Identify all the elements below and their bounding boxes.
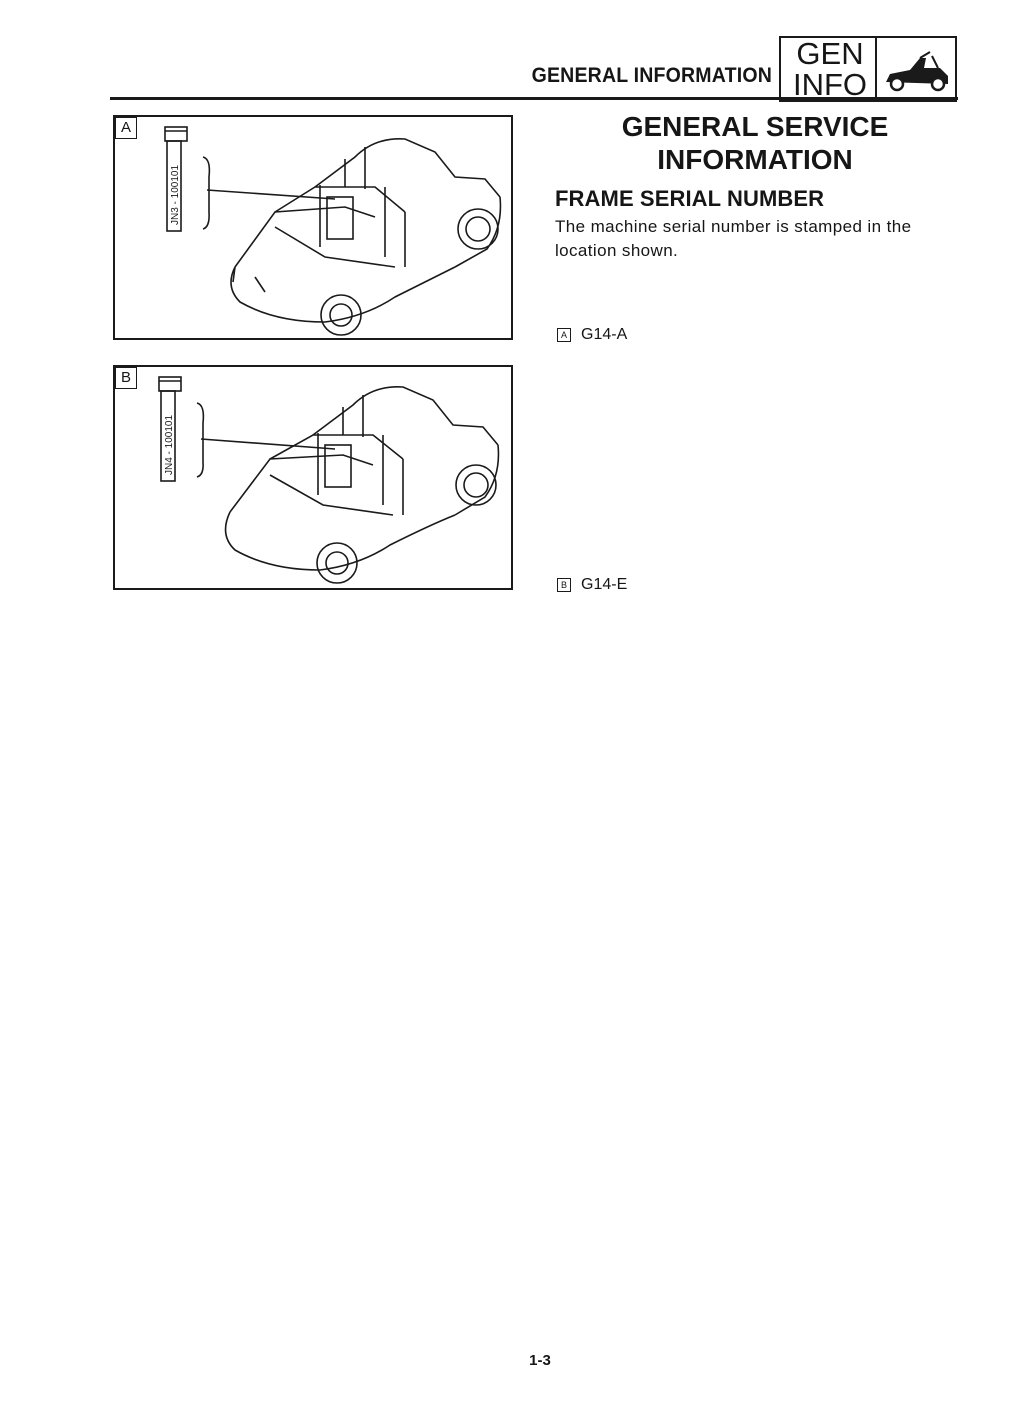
caption-b (557, 576, 627, 594)
page-title (555, 110, 955, 176)
caption-b-text: G14-E (581, 576, 628, 593)
caption-a-text: G14-A (581, 326, 628, 343)
figure-b (113, 365, 513, 590)
badge-divider (875, 36, 877, 100)
caption-b-marker: B (557, 578, 571, 592)
figure-a (113, 115, 513, 340)
serial-stamp-b: JN4 - 100101 (164, 414, 175, 475)
figure-b-label: B (115, 367, 137, 389)
body-text: The machine serial number is stamped in the location shown. (555, 217, 912, 260)
page-title-line2: INFORMATION (657, 144, 853, 175)
caption-a (557, 326, 627, 344)
serial-stamp-a: JN3 - 100101 (170, 164, 181, 225)
cart-illustration-a (115, 117, 511, 338)
badge-gen-text: GEN (796, 36, 864, 71)
page-number: 1-3 (529, 1352, 551, 1369)
figure-a-label: A (115, 117, 137, 139)
section-title: FRAME SERIAL NUMBER (555, 186, 825, 211)
caption-a-marker: A (557, 328, 571, 342)
header-title: GENERAL INFORMATION (531, 64, 772, 87)
badge-info-text: INFO (792, 67, 868, 102)
page-title-line1: GENERAL SERVICE (621, 111, 889, 142)
cart-illustration-b (115, 367, 511, 588)
golf-cart-icon (880, 48, 954, 96)
